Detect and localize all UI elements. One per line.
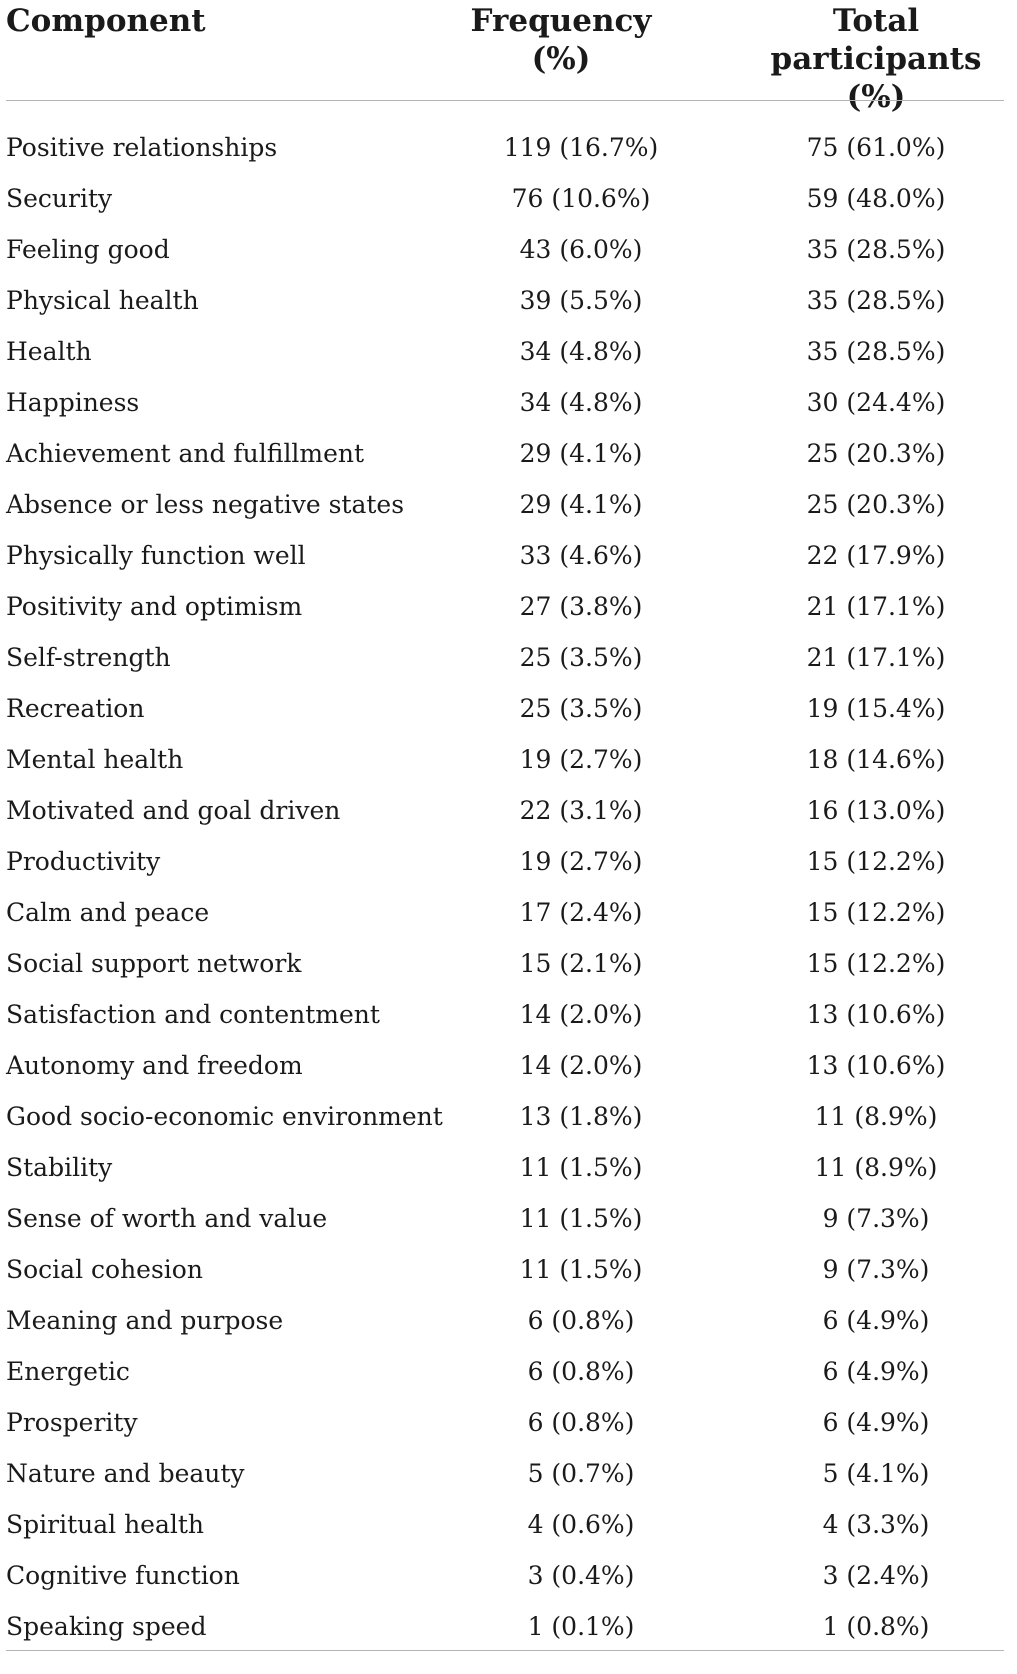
cell-total-participants: 19 (15.4%) — [806, 694, 946, 723]
cell-total-participants: 22 (17.9%) — [806, 541, 946, 570]
cell-component: Energetic — [6, 1357, 130, 1386]
cell-total-participants: 35 (28.5%) — [806, 286, 946, 315]
table-row — [6, 1040, 1010, 1091]
column-header-frequency: Frequency (%) — [470, 3, 652, 77]
cell-total-participants: 9 (7.3%) — [822, 1255, 930, 1284]
cell-total-participants: 13 (10.6%) — [806, 1051, 946, 1080]
table-row — [6, 581, 1010, 632]
cell-frequency: 15 (2.1%) — [519, 949, 643, 978]
cell-frequency: 6 (0.8%) — [527, 1408, 635, 1437]
cell-component: Feeling good — [6, 235, 170, 264]
table-row — [6, 887, 1010, 938]
cell-total-participants: 6 (4.9%) — [822, 1306, 930, 1335]
cell-frequency: 6 (0.8%) — [527, 1306, 635, 1335]
cell-component: Good socio-economic environment — [6, 1102, 443, 1131]
table-row — [6, 1397, 1010, 1448]
cell-component: Stability — [6, 1153, 113, 1182]
cell-frequency: 11 (1.5%) — [519, 1255, 643, 1284]
cell-total-participants: 1 (0.8%) — [822, 1612, 930, 1641]
cell-total-participants: 6 (4.9%) — [822, 1357, 930, 1386]
table-row — [6, 836, 1010, 887]
cell-total-participants: 4 (3.3%) — [822, 1510, 930, 1539]
cell-total-participants: 5 (4.1%) — [822, 1459, 930, 1488]
cell-total-participants: 35 (28.5%) — [806, 235, 946, 264]
cell-component: Physical health — [6, 286, 199, 315]
cell-frequency: 25 (3.5%) — [519, 694, 643, 723]
table-row — [6, 785, 1010, 836]
cell-component: Mental health — [6, 745, 184, 774]
cell-component: Physically function well — [6, 541, 306, 570]
cell-total-participants: 75 (61.0%) — [806, 133, 946, 162]
cell-total-participants: 18 (14.6%) — [806, 745, 946, 774]
cell-frequency: 76 (10.6%) — [511, 184, 651, 213]
table-row — [6, 275, 1010, 326]
cell-total-participants: 16 (13.0%) — [806, 796, 946, 825]
cell-total-participants: 13 (10.6%) — [806, 1000, 946, 1029]
table-row — [6, 1142, 1010, 1193]
table-row — [6, 1091, 1010, 1142]
table-row — [6, 377, 1010, 428]
cell-total-participants: 35 (28.5%) — [806, 337, 946, 366]
cell-frequency: 27 (3.8%) — [519, 592, 643, 621]
table-row — [6, 1295, 1010, 1346]
table-row — [6, 938, 1010, 989]
table-row — [6, 326, 1010, 377]
cell-component: Autonomy and freedom — [6, 1051, 303, 1080]
cell-component: Motivated and goal driven — [6, 796, 341, 825]
cell-component: Security — [6, 184, 113, 213]
cell-component: Calm and peace — [6, 898, 210, 927]
header-divider — [6, 100, 1004, 101]
table-row — [6, 989, 1010, 1040]
cell-component: Cognitive function — [6, 1561, 240, 1590]
cell-frequency: 13 (1.8%) — [519, 1102, 643, 1131]
cell-component: Health — [6, 337, 92, 366]
cell-frequency: 29 (4.1%) — [519, 439, 643, 468]
cell-total-participants: 6 (4.9%) — [822, 1408, 930, 1437]
cell-total-participants: 15 (12.2%) — [806, 898, 946, 927]
table-row — [6, 479, 1010, 530]
cell-total-participants: 3 (2.4%) — [822, 1561, 930, 1590]
cell-frequency: 11 (1.5%) — [519, 1153, 643, 1182]
cell-total-participants: 9 (7.3%) — [822, 1204, 930, 1233]
cell-total-participants: 59 (48.0%) — [806, 184, 946, 213]
cell-frequency: 39 (5.5%) — [519, 286, 643, 315]
cell-component: Social cohesion — [6, 1255, 203, 1284]
cell-total-participants: 21 (17.1%) — [806, 592, 946, 621]
cell-frequency: 43 (6.0%) — [519, 235, 643, 264]
cell-total-participants: 11 (8.9%) — [814, 1153, 938, 1182]
cell-total-participants: 25 (20.3%) — [806, 490, 946, 519]
cell-component: Sense of worth and value — [6, 1204, 328, 1233]
component-frequency-table — [6, 0, 1010, 1641]
cell-component: Absence or less negative states — [6, 490, 405, 519]
cell-component: Nature and beauty — [6, 1459, 245, 1488]
cell-component: Happiness — [6, 388, 140, 417]
column-header-total-line2: participants (%) — [770, 41, 982, 115]
cell-total-participants: 21 (17.1%) — [806, 643, 946, 672]
cell-component: Recreation — [6, 694, 145, 723]
cell-component: Meaning and purpose — [6, 1306, 284, 1335]
table-row — [6, 1193, 1010, 1244]
table-row — [6, 428, 1010, 479]
cell-component: Productivity — [6, 847, 161, 876]
table-row — [6, 1244, 1010, 1295]
column-header-component: Component — [6, 3, 206, 39]
cell-component: Positivity and optimism — [6, 592, 303, 621]
cell-frequency: 34 (4.8%) — [519, 388, 643, 417]
table-body — [6, 122, 1010, 1652]
cell-frequency: 33 (4.6%) — [519, 541, 643, 570]
cell-component: Social support network — [6, 949, 302, 978]
cell-component: Self-strength — [6, 643, 171, 672]
table-row — [6, 224, 1010, 275]
table-header — [6, 0, 1010, 115]
cell-frequency: 34 (4.8%) — [519, 337, 643, 366]
cell-total-participants: 11 (8.9%) — [814, 1102, 938, 1131]
cell-total-participants: 25 (20.3%) — [806, 439, 946, 468]
cell-frequency: 4 (0.6%) — [527, 1510, 635, 1539]
table-row — [6, 1601, 1010, 1652]
cell-component: Spiritual health — [6, 1510, 205, 1539]
table-row — [6, 1346, 1010, 1397]
cell-frequency: 22 (3.1%) — [519, 796, 643, 825]
cell-frequency: 1 (0.1%) — [527, 1612, 635, 1641]
table-row — [6, 1550, 1010, 1601]
table-row — [6, 173, 1010, 224]
table-row — [6, 632, 1010, 683]
table-row — [6, 734, 1010, 785]
cell-frequency: 119 (16.7%) — [503, 133, 659, 162]
table-row — [6, 1499, 1010, 1550]
cell-frequency: 5 (0.7%) — [527, 1459, 635, 1488]
cell-frequency: 3 (0.4%) — [527, 1561, 635, 1590]
table-row — [6, 1448, 1010, 1499]
cell-component: Speaking speed — [6, 1612, 207, 1641]
cell-frequency: 17 (2.4%) — [519, 898, 643, 927]
column-header-total-line1: Total — [832, 3, 920, 39]
table-row — [6, 683, 1010, 734]
table-bottom-divider — [6, 1650, 1004, 1651]
cell-frequency: 11 (1.5%) — [519, 1204, 643, 1233]
table-row — [6, 122, 1010, 173]
cell-frequency: 6 (0.8%) — [527, 1357, 635, 1386]
cell-frequency: 14 (2.0%) — [519, 1000, 643, 1029]
cell-component: Achievement and fulfillment — [6, 439, 365, 468]
cell-component: Satisfaction and contentment — [6, 1000, 380, 1029]
cell-frequency: 25 (3.5%) — [519, 643, 643, 672]
column-header-total-participants — [746, 2, 1006, 116]
table-row — [6, 530, 1010, 581]
cell-total-participants: 30 (24.4%) — [806, 388, 946, 417]
cell-frequency: 14 (2.0%) — [519, 1051, 643, 1080]
cell-component: Positive relationships — [6, 133, 278, 162]
cell-component: Prosperity — [6, 1408, 138, 1437]
cell-total-participants: 15 (12.2%) — [806, 949, 946, 978]
cell-total-participants: 15 (12.2%) — [806, 847, 946, 876]
cell-frequency: 19 (2.7%) — [519, 847, 643, 876]
cell-frequency: 19 (2.7%) — [519, 745, 643, 774]
cell-frequency: 29 (4.1%) — [519, 490, 643, 519]
